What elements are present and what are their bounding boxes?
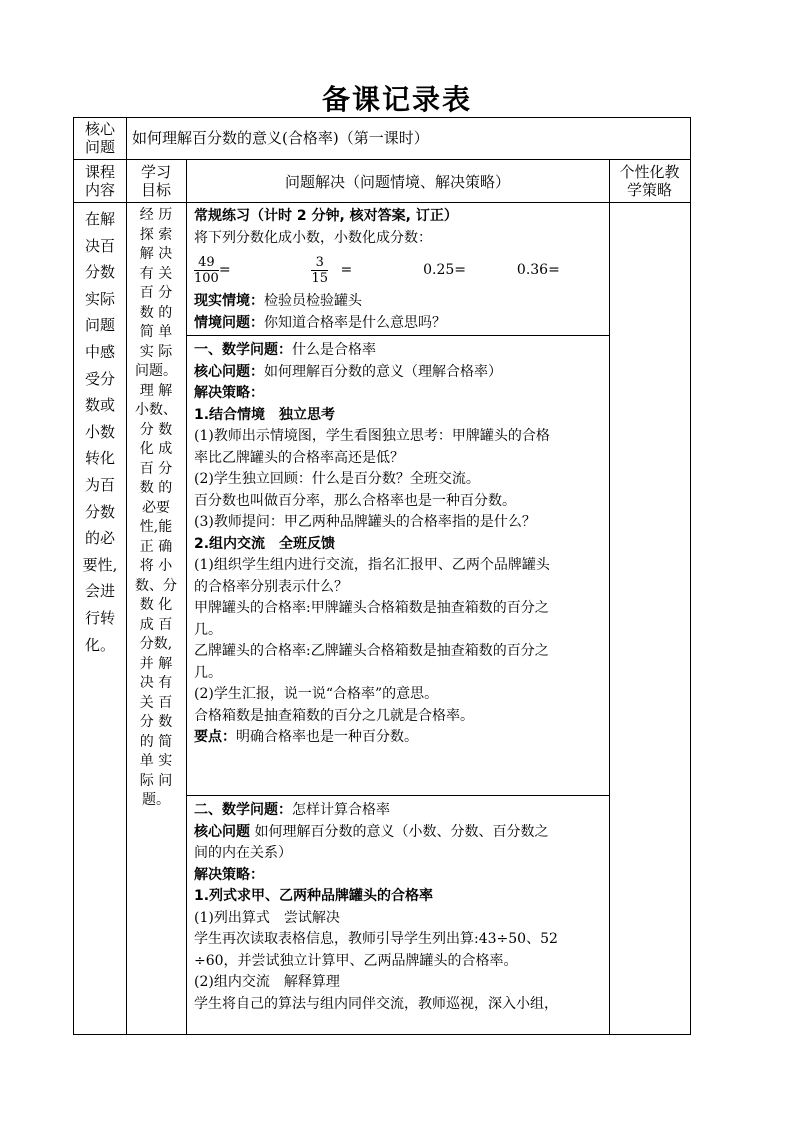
section1-core: 核心问题：如何理解百分数的意义（理解合格率） <box>194 363 502 380</box>
page-title: 备课记录表 <box>321 83 472 116</box>
section2-line: ÷60，并尝试独立计算甲、乙两品牌罐头的合格率。 <box>194 952 518 969</box>
objective-line: 简 单 <box>139 324 173 340</box>
course-content-line: 行转 <box>84 608 115 627</box>
course-content-line: 会进 <box>84 582 115 601</box>
section-how-to-calculate <box>194 800 558 1015</box>
objective-line: 单 实 <box>139 753 173 769</box>
practice-exercises: $\frac{49}{100}$ = $\frac{3}{15}$ = 0.25= 0.36= <box>194 254 560 286</box>
section1-step2: 2.组内交流 全班反馈 <box>194 535 336 552</box>
course-content-line: 小数 <box>84 422 115 441</box>
section-what-is-pass-rate <box>194 340 550 749</box>
course-content-line: 数或 <box>84 396 115 415</box>
course-content-line: 受分 <box>84 369 115 388</box>
section2-question: 二、数学问题：怎样计算合格率 <box>194 802 390 818</box>
section2-core-cont: 间的内在关系） <box>194 845 292 861</box>
section1-line: (1)组织学生组内进行交流，指名汇报甲、乙两个品牌罐头 <box>194 557 550 573</box>
learning-objective-text <box>126 206 186 811</box>
objective-line: 性,能 <box>139 519 173 535</box>
section1-line: 几。 <box>194 621 222 638</box>
objective-line: 关 百 <box>139 694 173 711</box>
objective-line: 理 解 <box>139 382 173 399</box>
practice-instruction: 将下列分数化成小数，小数化成分数： <box>194 229 432 246</box>
col-header-personalized-strategy: 个性化教 学策略 <box>619 163 680 199</box>
course-content-text <box>74 206 126 658</box>
practice-title: 常规练习（计时 2 分钟, 核对答案, 订正） <box>194 208 458 224</box>
objective-line: 际 问 <box>139 772 173 789</box>
section1-key-point: 要点：明确合格率也是一种百分数。 <box>194 729 418 745</box>
section1-strategy: 解决策略： <box>194 385 264 401</box>
objective-line: 成 百 <box>139 616 173 633</box>
course-content-line: 分数 <box>84 502 115 521</box>
section2-core: 核心问题 如何理解百分数的意义（小数、分数、百分数之 <box>194 823 549 840</box>
objective-line: 将 小 <box>139 558 173 574</box>
objective-line: 解 决 <box>139 246 173 262</box>
section1-line: 的合格率分别表示什么？ <box>194 578 348 595</box>
objective-line: 有 关 <box>139 265 173 282</box>
section2-line: 学生将自己的算法与组内同伴交流，教师巡视，深入小组， <box>194 995 558 1012</box>
objective-line: 问题。 <box>135 363 177 379</box>
section1-line: 合格箱数是抽查箱数的百分之几就是合格率。 <box>194 707 474 724</box>
lesson-record-table <box>73 117 691 1035</box>
objective-line: 数 的 <box>139 304 173 321</box>
course-content-line: 实际 <box>84 289 115 308</box>
section1-line: 百分数也叫做百分率，那么合格率也是一种百分数。 <box>194 492 516 509</box>
objective-line: 百 分 <box>139 460 173 477</box>
col-header-problem-solving: 问题解决（问题情境、解决策略） <box>284 173 510 191</box>
objective-line: 的 简 <box>139 733 173 750</box>
objective-line: 决 有 <box>139 675 173 691</box>
section1-line: (1)教师出示情境图，学生看图独立思考：甲牌罐头的合格 <box>194 428 550 444</box>
section1-question: 一、数学问题：什么是合格率 <box>194 342 376 358</box>
section1-line: 几。 <box>194 664 222 681</box>
core-question-text: 如何理解百分数的意义(合格率)（第一课时） <box>132 129 429 147</box>
objective-line: 探 索 <box>139 226 173 243</box>
decimal-1: 0.25= <box>423 262 467 278</box>
real-situation: 现实情境：检验员检验罐头 <box>194 293 362 309</box>
situation-question: 情境问题：你知道合格率是什么意思吗？ <box>194 314 446 331</box>
objective-line: 经 历 <box>139 207 173 223</box>
objective-line: 小数、 <box>135 402 177 418</box>
objective-line: 并 解 <box>139 655 173 672</box>
course-content-line: 转化 <box>84 449 115 468</box>
objective-line: 百 分 <box>139 285 173 301</box>
section1-line: 甲牌罐头的合格率:甲牌罐头合格箱数是抽查箱数的百分之 <box>194 600 549 616</box>
objective-line: 分数, <box>139 636 173 652</box>
course-content-line: 中感 <box>84 342 115 361</box>
fraction-1: $\frac{49}{100}$ <box>194 254 219 286</box>
col-header-course-content: 课程 内容 <box>84 163 115 199</box>
objective-line: 分 数 <box>139 421 173 438</box>
section1-line: 率比乙牌罐头的合格率高还是低？ <box>194 449 404 466</box>
objective-line: 化 成 <box>139 441 173 457</box>
col-header-objective: 学习 目标 <box>140 163 171 199</box>
course-content-line: 决百 <box>84 236 115 255</box>
objective-line: 数、分 <box>135 577 177 594</box>
fraction-2: $\frac{3}{15}$ <box>311 254 329 286</box>
objective-line: 正 确 <box>139 538 173 555</box>
objective-line: 数 的 <box>139 480 173 496</box>
course-content-line: 在解 <box>84 210 115 228</box>
objective-line: 数 化 <box>139 597 173 613</box>
section2-strategy: 解决策略： <box>194 866 264 883</box>
section1-line: (2)学生汇报，说一说“合格率”的意思。 <box>194 686 439 702</box>
section1-step1: 1.结合情境 独立思考 <box>194 406 336 423</box>
course-content-line: 问题 <box>84 316 115 335</box>
section2-line: (2)组内交流 解释算理 <box>194 974 340 990</box>
decimal-2: 0.36= <box>516 262 560 278</box>
course-content-line: 为百 <box>84 475 115 494</box>
course-content-line: 分数 <box>84 263 115 282</box>
section2-step1: 1.列式求甲、乙两种品牌罐头的合格率 <box>194 888 434 904</box>
section1-line: 乙牌罐头的合格率:乙牌罐头合格箱数是抽查箱数的百分之 <box>194 643 549 659</box>
section1-line: (3)教师提问：甲乙两种品牌罐头的合格率指的是什么？ <box>194 514 536 530</box>
section1-line: (2)学生独立回顾：什么是百分数？全班交流。 <box>194 471 480 487</box>
course-content-line: 要性, <box>82 555 118 574</box>
section-practice <box>194 206 560 334</box>
objective-line: 分 数 <box>139 714 173 730</box>
objective-line: 实 际 <box>139 343 173 360</box>
course-content-line: 的必 <box>84 529 115 548</box>
objective-line: 题。 <box>142 792 170 808</box>
core-question-label: 核心 问题 <box>84 120 115 156</box>
course-content-line: 化。 <box>84 635 115 654</box>
section2-line: (1)列出算式 尝试解决 <box>194 909 340 926</box>
objective-line: 必要 <box>142 499 170 516</box>
section2-line: 学生再次读取表格信息，教师引导学生列出算:43÷50、52 <box>194 931 558 947</box>
